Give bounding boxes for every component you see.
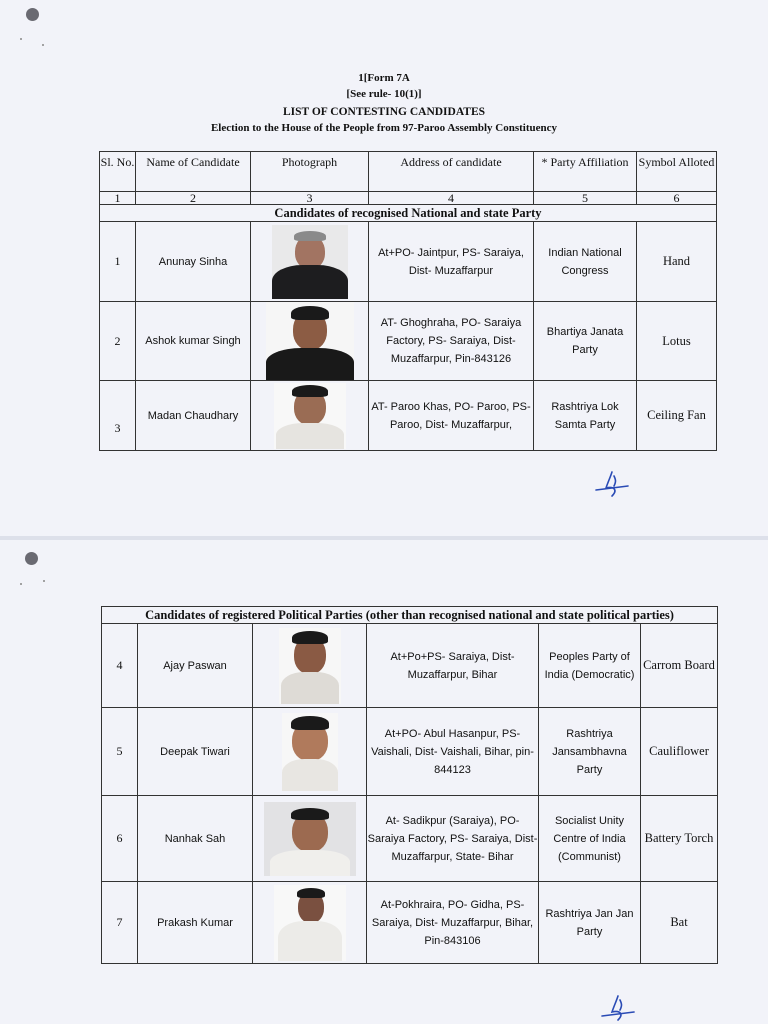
speck	[42, 44, 44, 46]
signature-mark	[598, 990, 638, 1024]
column-number: 1	[100, 192, 136, 205]
candidate-photo	[266, 302, 354, 380]
punch-hole	[26, 8, 39, 21]
column-number: 6	[637, 192, 717, 205]
candidate-party: Indian National Congress	[534, 222, 637, 302]
serial-number: 6	[102, 796, 138, 882]
serial-number: 2	[100, 302, 136, 381]
serial-number: 5	[102, 708, 138, 796]
candidate-address: At+PO- Jaintpur, PS- Saraiya, Dist- Muzaffarpur	[369, 222, 534, 302]
candidate-address: AT- Ghoghraha, PO- Saraiya Factory, PS- Saraiya, Dist- Muzaffarpur, Pin-843126	[369, 302, 534, 381]
candidate-address: At-Pokhraira, PO- Gidha, PS- Saraiya, Dist- Muzaffarpur, Bihar, Pin-843106	[367, 882, 539, 964]
candidate-party: Socialist Unity Centre of India (Communist)	[539, 796, 641, 882]
candidate-symbol: Carrom Board	[641, 624, 718, 708]
candidate-photo-cell	[253, 796, 367, 882]
candidate-symbol: Bat	[641, 882, 718, 964]
punch-hole	[25, 552, 38, 565]
candidate-symbol: Hand	[637, 222, 717, 302]
serial-number: 1	[100, 222, 136, 302]
candidate-address: At+PO- Abul Hasanpur, PS- Vaishali, Dist- Vaishali, Bihar, pin- 844123	[367, 708, 539, 796]
candidate-address: AT- Paroo Khas, PO- Paroo, PS- Paroo, Dist- Muzaffarpur,	[369, 381, 534, 451]
candidate-name: Ashok kumar Singh	[136, 302, 251, 381]
candidate-symbol: Cauliflower	[641, 708, 718, 796]
section-heading-registered: Candidates of registered Political Parties (other than recognised national and state political parties)	[102, 607, 718, 624]
serial-number: 7	[102, 882, 138, 964]
table-row	[102, 796, 718, 882]
candidate-name: Anunay Sinha	[136, 222, 251, 302]
candidate-party: Bhartiya Janata Party	[534, 302, 637, 381]
candidate-address: At+Po+PS- Saraiya, Dist- Muzaffarpur, Bihar	[367, 624, 539, 708]
candidate-photo	[264, 802, 356, 876]
candidate-photo	[279, 628, 341, 704]
table-row	[102, 708, 718, 796]
candidate-name: Nanhak Sah	[138, 796, 253, 882]
candidate-photo-cell	[253, 882, 367, 964]
column-header-photo: Photograph	[251, 152, 369, 192]
speck	[43, 580, 45, 582]
candidates-table-recognised	[99, 151, 717, 451]
column-header-symbol: Symbol Alloted	[637, 152, 717, 192]
column-number: 2	[136, 192, 251, 205]
candidate-address: At- Sadikpur (Saraiya), PO- Saraiya Factory, PS- Saraiya, Dist- Muzaffarpur, State- Bihar	[367, 796, 539, 882]
column-header-name: Name of Candidate	[136, 152, 251, 192]
table-row	[100, 222, 717, 302]
candidate-party: Rashtriya Jansambhavna Party	[539, 708, 641, 796]
serial-number: 4	[102, 624, 138, 708]
column-header-sl: Sl. No.	[100, 152, 136, 192]
speck	[20, 583, 22, 585]
page-subtitle: Election to the House of the People from 97-Paroo Assembly Constituency	[210, 122, 558, 134]
form-header	[0, 70, 768, 136]
column-number: 4	[369, 192, 534, 205]
signature-mark	[592, 468, 632, 502]
column-number: 5	[534, 192, 637, 205]
candidate-name: Prakash Kumar	[138, 882, 253, 964]
candidate-name: Madan Chaudhary	[136, 381, 251, 451]
column-header-party: * Party Affiliation	[534, 152, 637, 192]
column-header-address: Address of candidate	[369, 152, 534, 192]
rule-reference: [See rule- 10(1)]	[346, 88, 422, 100]
candidate-symbol: Battery Torch	[641, 796, 718, 882]
candidates-table-registered	[101, 606, 718, 964]
page-title: LIST OF CONTESTING CANDIDATES	[282, 106, 486, 118]
candidate-photo	[272, 225, 348, 299]
column-number: 3	[251, 192, 369, 205]
table-row	[100, 381, 717, 451]
table-row	[100, 302, 717, 381]
candidate-name: Deepak Tiwari	[138, 708, 253, 796]
section-heading-recognised: Candidates of recognised National and state Party	[100, 205, 717, 222]
candidate-name: Ajay Paswan	[138, 624, 253, 708]
form-number: 1[Form 7A	[358, 72, 410, 84]
candidate-photo	[274, 885, 346, 961]
table-row	[102, 882, 718, 964]
speck	[20, 38, 22, 40]
candidate-symbol: Lotus	[637, 302, 717, 381]
candidate-party: Peoples Party of India (Democratic)	[539, 624, 641, 708]
candidate-photo-cell	[253, 624, 367, 708]
candidate-photo-cell	[251, 222, 369, 302]
candidate-symbol: Ceiling Fan	[637, 381, 717, 451]
serial-number: 3	[100, 381, 136, 451]
candidate-photo-cell	[251, 381, 369, 451]
candidate-photo	[274, 383, 346, 449]
candidate-photo-cell	[253, 708, 367, 796]
candidate-party: Rashtriya Lok Samta Party	[534, 381, 637, 451]
candidate-party: Rashtriya Jan Jan Party	[539, 882, 641, 964]
candidate-photo-cell	[251, 302, 369, 381]
table-row	[102, 624, 718, 708]
candidate-photo	[282, 713, 338, 791]
